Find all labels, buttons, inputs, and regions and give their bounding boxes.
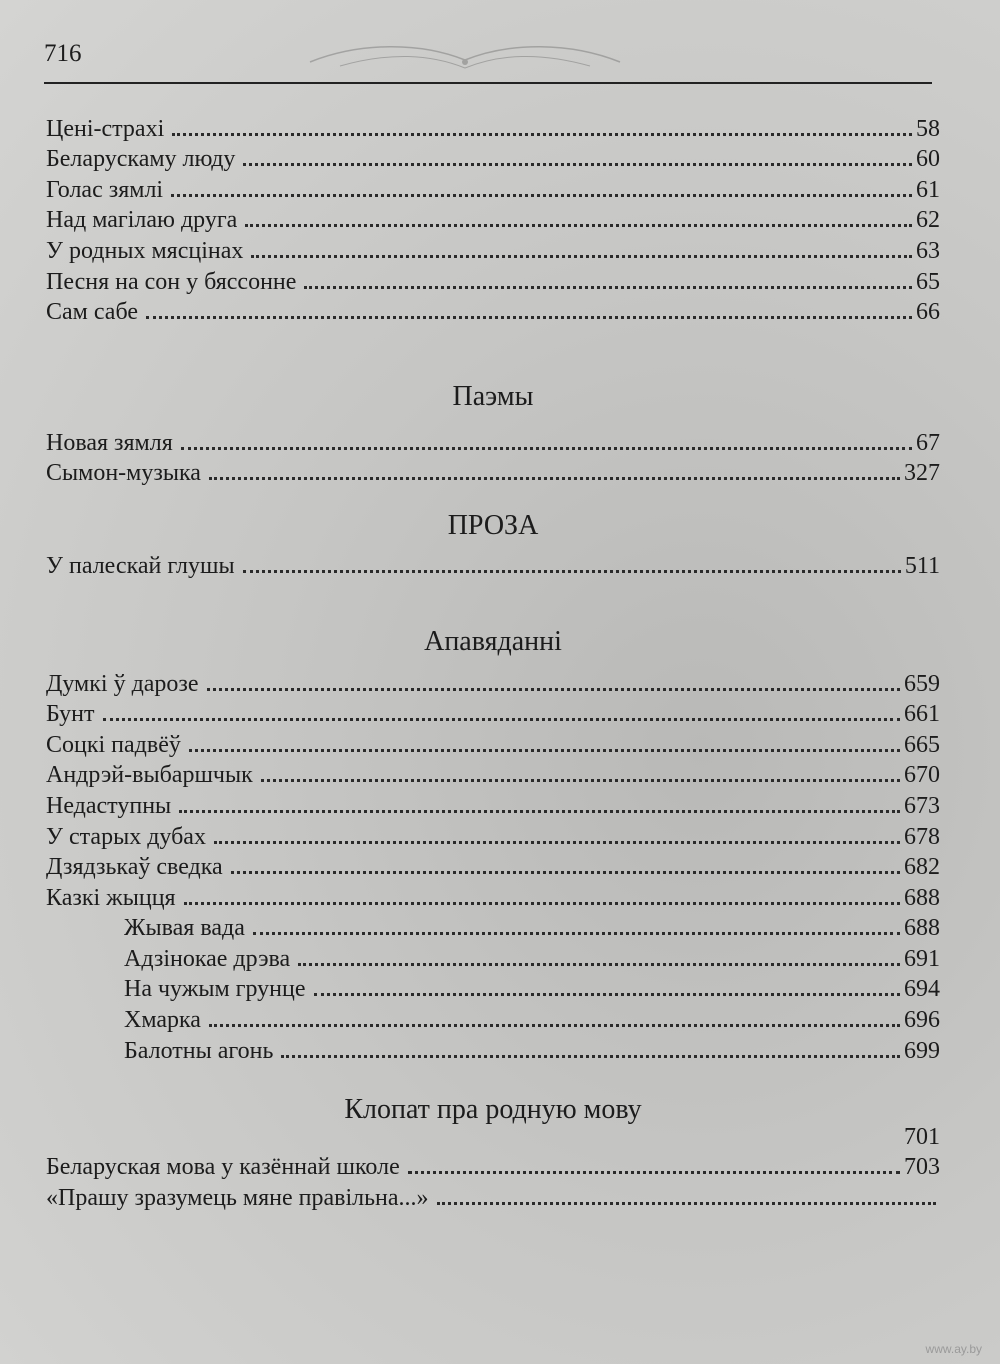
page-number: 716 — [44, 40, 82, 67]
entry-title: Голас зямлі — [46, 176, 164, 203]
dot-leader — [184, 902, 900, 905]
toc-entry — [46, 759, 940, 790]
entry-title: Сам сабе — [46, 299, 138, 326]
entry-page: 65 — [916, 268, 940, 295]
dot-leader — [298, 963, 900, 966]
entry-page: 67 — [916, 429, 940, 456]
entry-page: 60 — [916, 146, 940, 173]
toc-entry — [46, 234, 940, 265]
entry-page: 699 — [904, 1037, 940, 1064]
entry-title: Сымон-музыка — [46, 460, 201, 487]
entry-title: Беларускаму люду — [46, 146, 236, 173]
toc-entry — [46, 426, 940, 457]
dot-leader — [408, 1171, 900, 1174]
entry-title: Бунт — [46, 701, 95, 728]
entry-title: «Прашу зразумець мяне правільна...» — [46, 1184, 429, 1211]
dot-leader — [304, 286, 912, 289]
entry-page: 61 — [916, 176, 940, 203]
dot-leader — [261, 779, 900, 782]
toc-section-klopat — [46, 1123, 940, 1212]
entry-title: На чужым грунце — [124, 976, 306, 1003]
toc-subentry — [46, 1034, 940, 1065]
toc-entry — [46, 1181, 940, 1212]
entry-page: 703 — [904, 1154, 940, 1181]
toc-section-poems — [46, 112, 940, 326]
toc-entry — [46, 1151, 940, 1182]
entry-page: 691 — [904, 945, 940, 972]
dot-leader — [209, 1024, 900, 1027]
entry-page: 66 — [916, 299, 940, 326]
dot-leader — [103, 718, 900, 721]
toc-subentry — [46, 1003, 940, 1034]
section-heading-paemy: Паэмы — [452, 381, 534, 413]
toc-entry — [46, 851, 940, 882]
entry-page: 694 — [904, 976, 940, 1003]
entry-page: 688 — [904, 915, 940, 942]
entry-page: 58 — [916, 115, 940, 142]
entry-title: Адзінокае дрэва — [124, 945, 291, 972]
table-of-contents — [46, 112, 940, 1212]
dot-leader — [253, 932, 900, 935]
entry-title: Песня на сон у бяссонне — [46, 268, 297, 295]
toc-entry — [46, 173, 940, 204]
dot-leader — [245, 224, 912, 227]
section-heading-klopat: Клопат пра родную мову — [344, 1093, 642, 1125]
entry-page: 665 — [904, 731, 940, 758]
entry-page: 682 — [904, 854, 940, 881]
entry-page: 661 — [904, 701, 940, 728]
entry-title: Цені-страхі — [46, 115, 165, 142]
dot-leader — [181, 447, 912, 450]
dot-leader — [179, 810, 900, 813]
dot-leader — [314, 993, 901, 996]
toc-entry — [46, 881, 940, 912]
entry-page: 696 — [904, 1007, 940, 1034]
dot-leader — [214, 841, 900, 844]
entry-page: 659 — [904, 670, 940, 697]
toc-entry — [46, 728, 940, 759]
entry-page: 701 — [904, 1123, 940, 1150]
toc-entry — [46, 549, 940, 580]
toc-entry — [46, 143, 940, 174]
toc-entry — [46, 204, 940, 235]
toc-subentry — [46, 912, 940, 943]
entry-page: 688 — [904, 884, 940, 911]
header-rule — [44, 82, 932, 84]
entry-title: Жывая вада — [124, 915, 245, 942]
toc-entry — [46, 789, 940, 820]
header-ornament — [300, 40, 630, 80]
entry-title: Балотны агонь — [124, 1037, 274, 1064]
toc-subentry — [46, 973, 940, 1004]
section-heading-apavyadanni: Апавяданні — [424, 625, 562, 657]
dot-leader — [172, 133, 912, 136]
watermark: www.ay.by — [925, 1342, 982, 1356]
toc-section-proza — [46, 549, 940, 580]
entry-page: 670 — [904, 762, 940, 789]
entry-title: Соцкі падвёў — [46, 731, 181, 758]
entry-title: У родных мясцінах — [46, 237, 244, 264]
toc-entry — [46, 112, 940, 143]
dot-leader — [251, 255, 912, 258]
entry-title: Андрэй-выбаршчык — [46, 762, 253, 789]
entry-title: Казкі жыцця — [46, 884, 176, 911]
entry-title: Новая зямля — [46, 429, 173, 456]
toc-entry — [46, 265, 940, 296]
entry-page: 62 — [916, 207, 940, 234]
dot-leader — [189, 749, 900, 752]
toc-entry — [46, 1123, 940, 1151]
entry-title: Недаступны — [46, 792, 172, 819]
entry-title: У старых дубах — [46, 823, 206, 850]
toc-section-paemy — [46, 426, 940, 487]
dot-leader — [281, 1055, 900, 1058]
entry-title: Думкі ў дарозе — [46, 670, 199, 697]
dot-leader — [207, 688, 900, 691]
toc-section-apavyadanni — [46, 667, 940, 1065]
toc-entry — [46, 457, 940, 488]
section-heading-proza: ПРОЗА — [447, 510, 539, 542]
toc-subentry — [46, 942, 940, 973]
toc-entry — [46, 820, 940, 851]
dot-leader — [171, 194, 912, 197]
entry-page: 511 — [904, 552, 940, 579]
toc-entry — [46, 698, 940, 729]
entry-title: Хмарка — [124, 1007, 201, 1034]
entry-title: Беларуская мова у казённай школе — [46, 1154, 400, 1181]
dot-leader — [437, 1202, 936, 1205]
toc-entry — [46, 667, 940, 698]
dot-leader — [231, 871, 900, 874]
entry-page: 63 — [916, 237, 940, 264]
entry-title: У палескай глушы — [46, 552, 235, 579]
dot-leader — [209, 477, 900, 480]
entry-page: 678 — [904, 823, 940, 850]
toc-entry — [46, 296, 940, 327]
dot-leader — [243, 570, 901, 573]
dot-leader — [146, 316, 912, 319]
entry-title: Дзядзькаў сведка — [46, 854, 223, 881]
entry-title: Над магілаю друга — [46, 207, 238, 234]
dot-leader — [243, 163, 912, 166]
entry-page: 327 — [904, 460, 940, 487]
entry-page: 673 — [904, 792, 940, 819]
